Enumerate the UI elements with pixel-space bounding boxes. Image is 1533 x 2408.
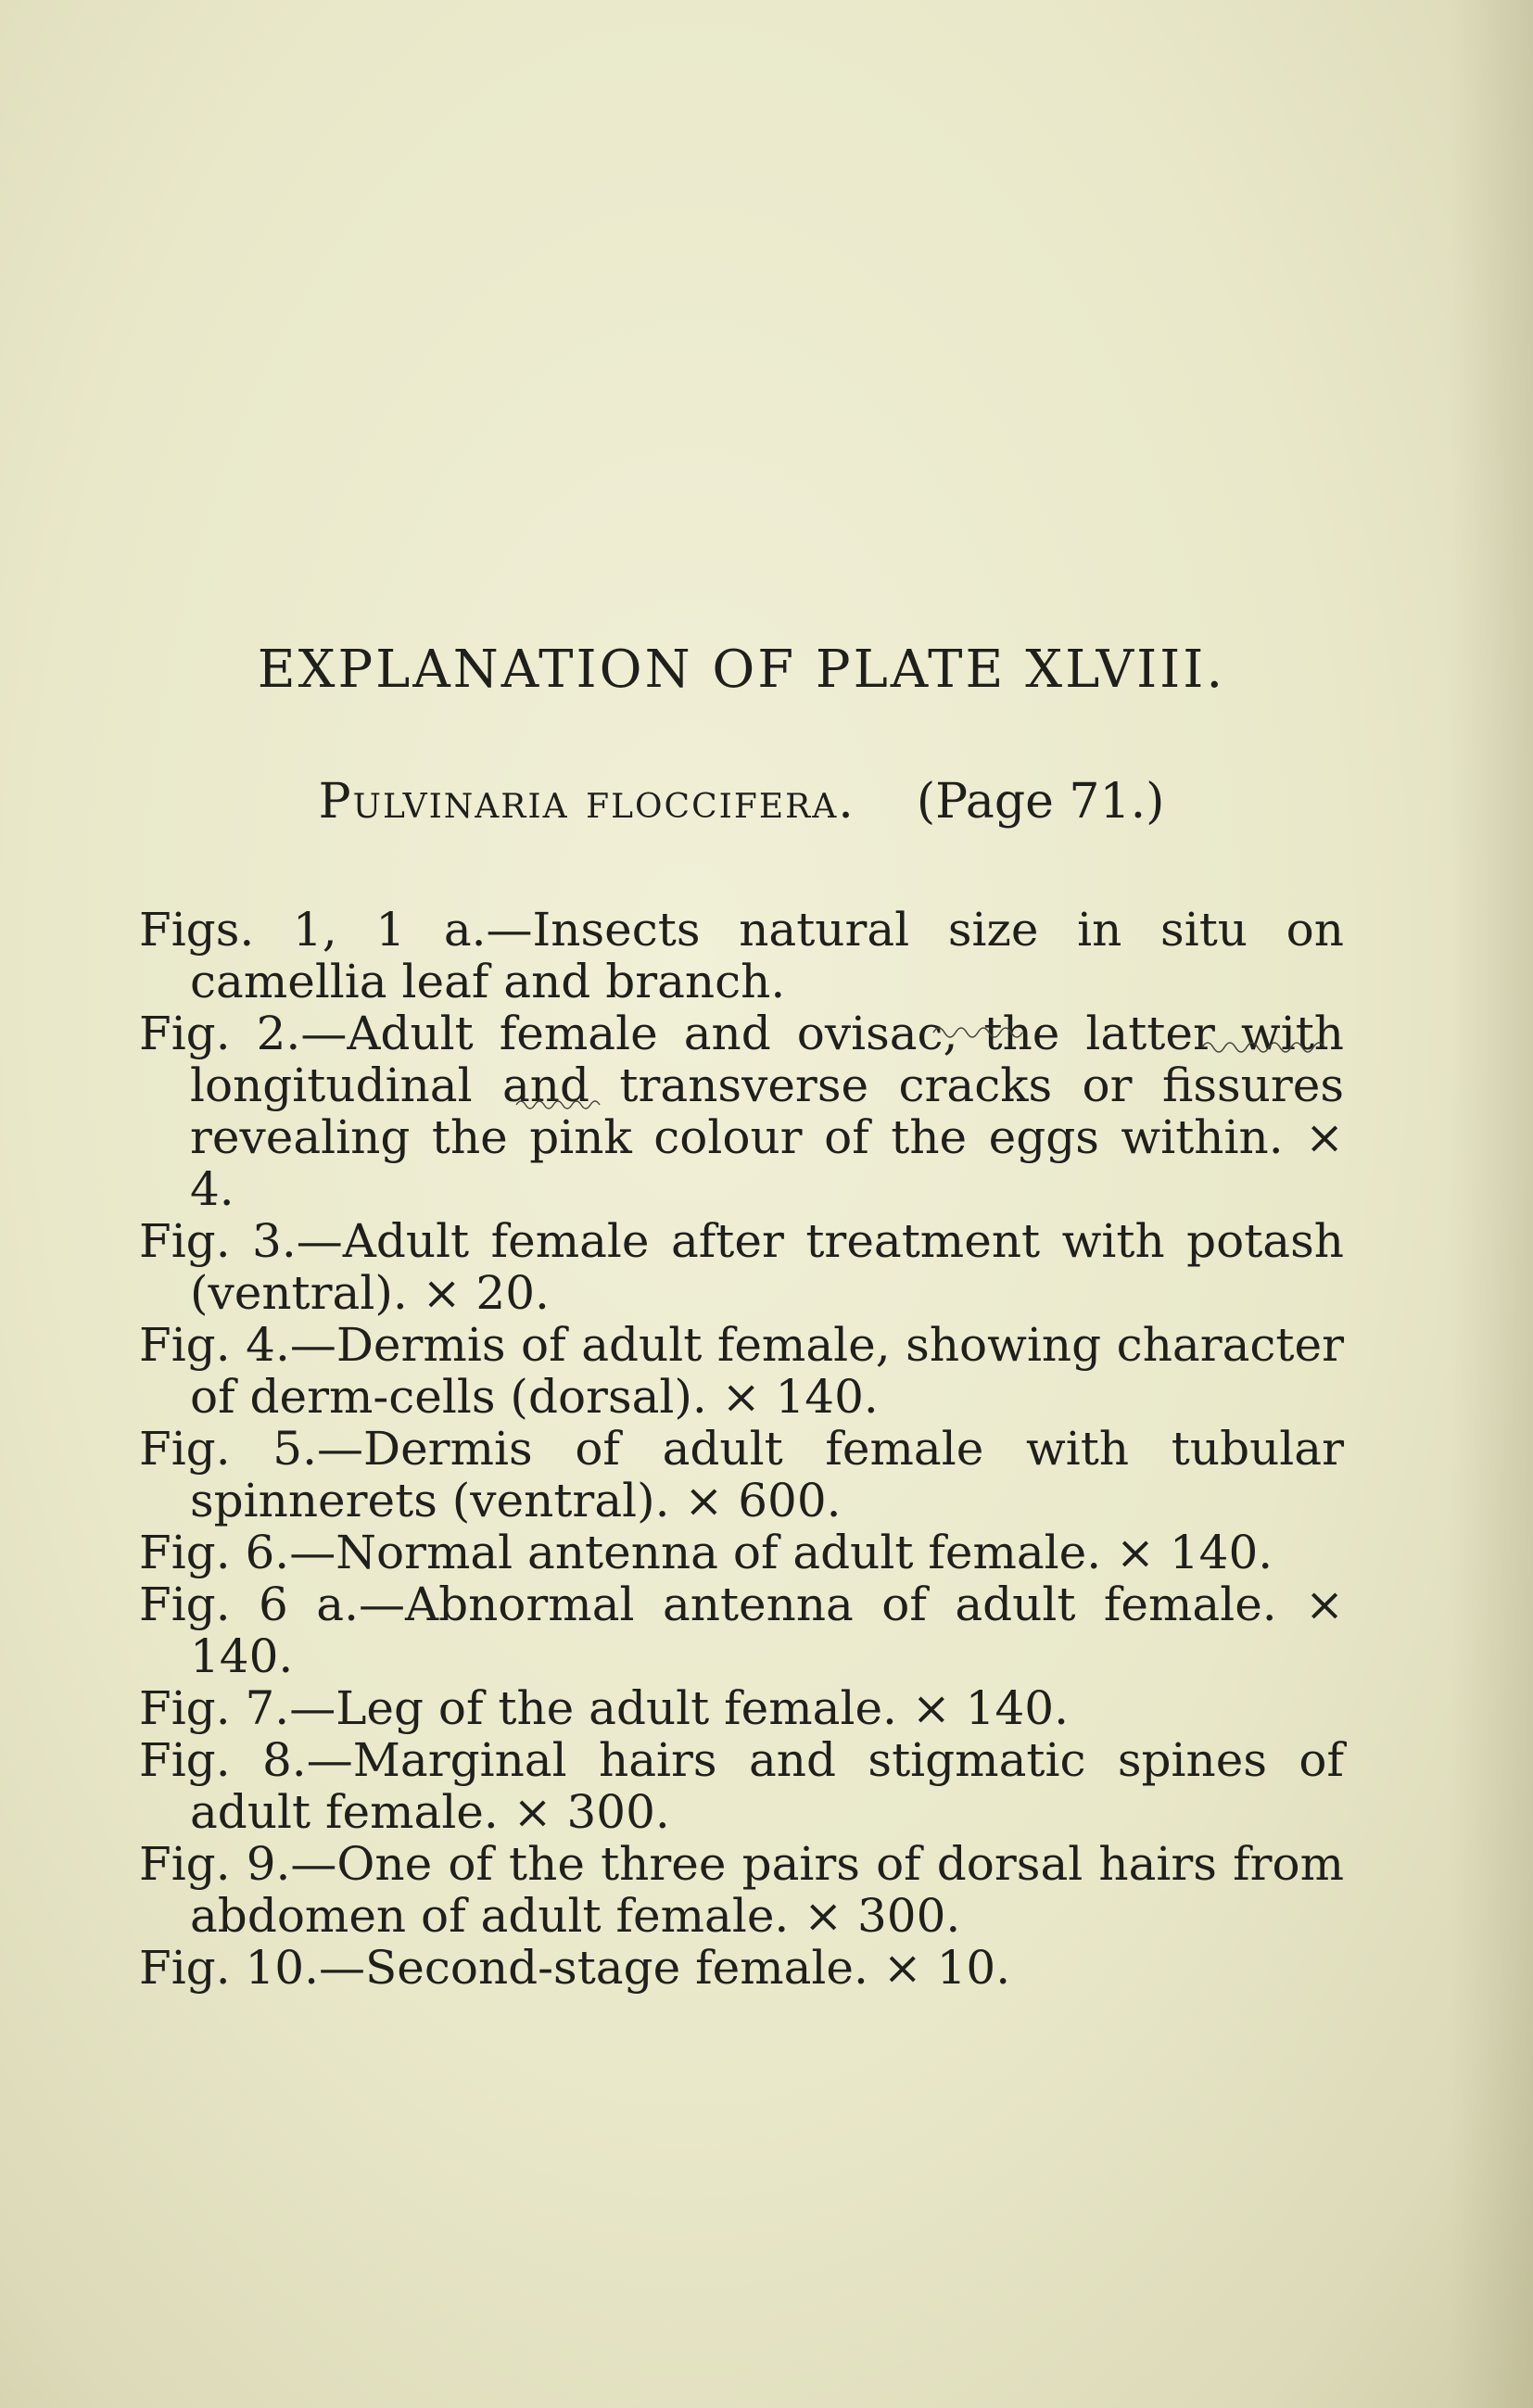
figure-list <box>139 904 1344 1994</box>
figure-entry <box>139 1942 1344 1994</box>
figure-entry <box>139 1423 1344 1527</box>
figure-description: —Insects natural size in situ on camellia leaf and branch. <box>190 903 1344 1008</box>
figure-description: —One of the three pairs of dorsal hairs from abdomen of adult female. × 300. <box>190 1837 1345 1943</box>
figure-entry <box>139 1838 1344 1942</box>
figure-entry <box>139 1008 1344 1215</box>
plate-title: EXPLANATION OF PLATE XLVIII. <box>257 640 1226 700</box>
figure-label: Fig. 8. <box>139 1733 307 1787</box>
figure-label: Fig. 2. <box>139 1007 301 1060</box>
figure-description: —Abnormal antenna of adult female. × 140. <box>190 1578 1345 1683</box>
figure-entry <box>139 1319 1344 1423</box>
figure-label: Fig. 6 a. <box>139 1578 359 1631</box>
page-reference: (Page 71.) <box>916 774 1165 830</box>
plate-subtitle <box>0 774 1483 830</box>
figure-description: —Dermis of adult female, showing character of derm-cells (dorsal). × 140. <box>190 1318 1344 1424</box>
figure-entry <box>139 1215 1344 1319</box>
figure-description: —Leg of the adult female. × 140. <box>289 1681 1069 1735</box>
figure-label: Fig. 9. <box>139 1837 291 1891</box>
figure-entry <box>139 1734 1344 1838</box>
figure-label: Figs. 1, 1 a. <box>139 903 487 957</box>
pencil-scribble-icon <box>931 1021 1033 1038</box>
figure-label: Fig. 6. <box>139 1526 290 1579</box>
figure-label: Fig. 5. <box>139 1422 317 1476</box>
figure-description: —Second-stage female. × 10. <box>319 1941 1011 1995</box>
pencil-scribble-icon <box>1200 1036 1339 1053</box>
figure-description: —Marginal hairs and stigmatic spines of adult female. × 300. <box>190 1733 1345 1839</box>
figure-description: —Dermis of adult female with tubular spinnerets (ventral). × 600. <box>190 1422 1344 1527</box>
figure-label: Fig. 4. <box>139 1318 290 1372</box>
species-name: Pulvinaria floccifera. <box>318 774 855 830</box>
figure-description: —Adult female and ovisac, the latter with longitudinal and transverse cracks or fissures revealing the pink colour of the eggs within. × 4. <box>190 1007 1344 1216</box>
figure-entry <box>139 1578 1344 1682</box>
figure-label: Fig. 10. <box>139 1941 319 1995</box>
pencil-scribble-icon <box>514 1096 602 1110</box>
figure-entry <box>139 1682 1344 1734</box>
figure-description: —Adult female after treatment with potash (ventral). × 20. <box>190 1214 1344 1320</box>
figure-label: Fig. 3. <box>139 1214 297 1268</box>
figure-description: —Normal antenna of adult female. × 140. <box>289 1526 1273 1579</box>
figure-label: Fig. 7. <box>139 1681 290 1735</box>
page-edge-shadow <box>1450 0 1533 2408</box>
figure-entry <box>139 904 1344 1008</box>
figure-entry <box>139 1527 1344 1578</box>
